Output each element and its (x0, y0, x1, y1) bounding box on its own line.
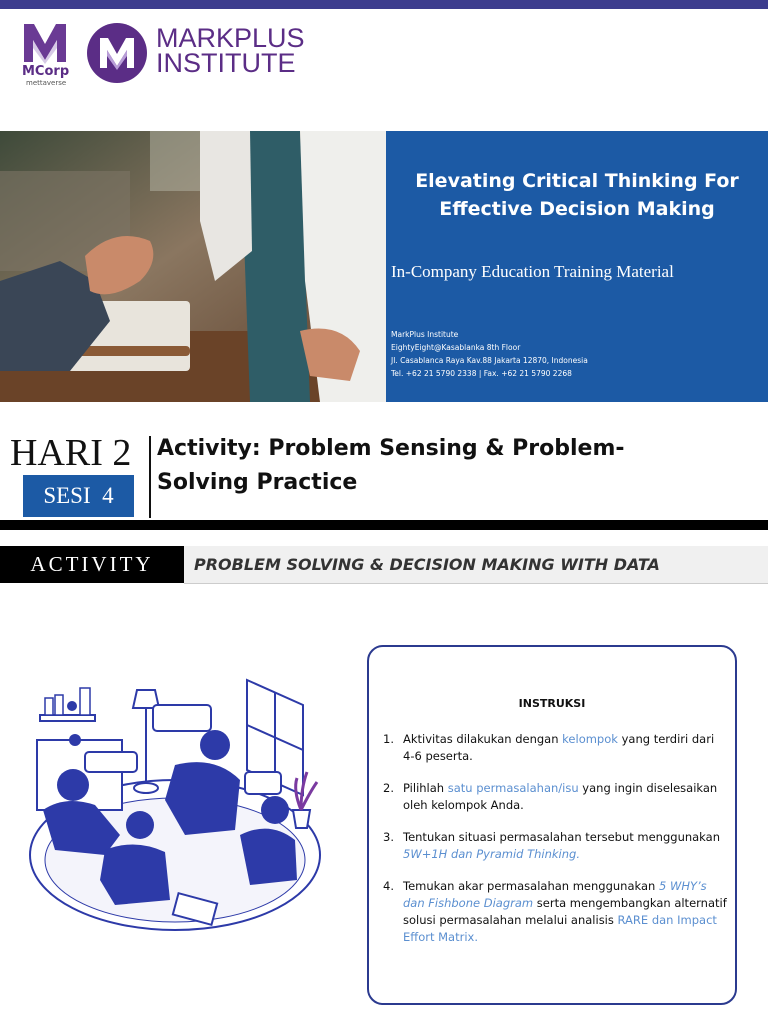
section-divider-bar (0, 520, 768, 530)
activity-title-line1: Activity: Problem Sensing & Problem- (157, 436, 625, 461)
hero-title-line2: Effective Decision Making (439, 198, 715, 220)
hero-address (391, 328, 588, 380)
group-discussion-illustration (25, 660, 330, 940)
hero-title-line1: Elevating Critical Thinking For (415, 170, 739, 192)
markplus-wordmark (156, 23, 305, 78)
list-item (383, 878, 728, 946)
hero-banner (0, 131, 768, 402)
item-text: yang terdiri dari 4-6 peserta. (403, 732, 715, 763)
divider (149, 436, 151, 518)
activity-label: ACTIVITY (0, 546, 184, 583)
item-text: Temukan akar permasalahan menggunakan (403, 879, 659, 893)
address-line: EightyEight@Kasablanka 8th Floor (391, 343, 521, 352)
item-number: 2. (383, 781, 394, 795)
hero-panel (386, 131, 768, 402)
markplus-line2: INSTITUTE (156, 48, 296, 78)
item-text: serta mengembangkan alternatif solusi permasalahan melalui analisis (403, 896, 727, 927)
address-line: MarkPlus Institute (391, 330, 459, 339)
list-item (383, 780, 728, 814)
mcorp-tagline: mettaverse (26, 79, 67, 87)
mcorp-logo-icon (20, 20, 70, 64)
markplus-logo-icon (86, 22, 148, 84)
item-text: yang ingin diselesaikan oleh kelompok Anda. (403, 781, 718, 812)
item-highlight: satu permasalahan/isu (447, 781, 579, 795)
item-number: 3. (383, 830, 394, 844)
mcorp-logo (20, 20, 70, 90)
item-text: Pilihlah (403, 781, 448, 795)
item-number: 1. (383, 732, 394, 746)
list-item (383, 731, 728, 765)
item-text: Tentukan situasi permasalahan tersebut menggunakan (403, 830, 720, 844)
session-badge: SESI 4 (23, 475, 134, 517)
list-item (383, 829, 728, 863)
instructions-list (383, 731, 728, 961)
markplus-line1: MARKPLUS (156, 23, 305, 53)
day-label: HARI 2 (10, 432, 132, 474)
address-line: Tel. +62 21 5790 2338 | Fax. +62 21 5790 2268 (391, 369, 572, 378)
item-text: Aktivitas dilakukan dengan (403, 732, 563, 746)
item-number: 4. (383, 879, 394, 893)
activity-title (157, 432, 717, 500)
activity-heading: PROBLEM SOLVING & DECISION MAKING WITH DATA (194, 555, 660, 574)
hero-subtitle: In-Company Education Training Material (391, 262, 674, 281)
hero-title (386, 167, 768, 223)
handshake-photo (0, 131, 386, 402)
item-highlight: kelompok (562, 732, 618, 746)
instructions-title: INSTRUKSI (518, 697, 586, 710)
item-highlight: 5 WHY’s dan Fishbone Diagram (403, 879, 707, 910)
activity-title-line2: Solving Practice (157, 470, 358, 495)
instructions-box (367, 645, 737, 1005)
top-accent-bar (0, 0, 768, 9)
item-highlight: RARE dan Impact Effort Matrix. (403, 913, 717, 944)
item-highlight: 5W+1H dan Pyramid Thinking. (403, 847, 580, 861)
address-line: Jl. Casablanca Raya Kav.88 Jakarta 12870, Indonesia (391, 356, 588, 365)
mcorp-name: MCorp (22, 64, 70, 79)
